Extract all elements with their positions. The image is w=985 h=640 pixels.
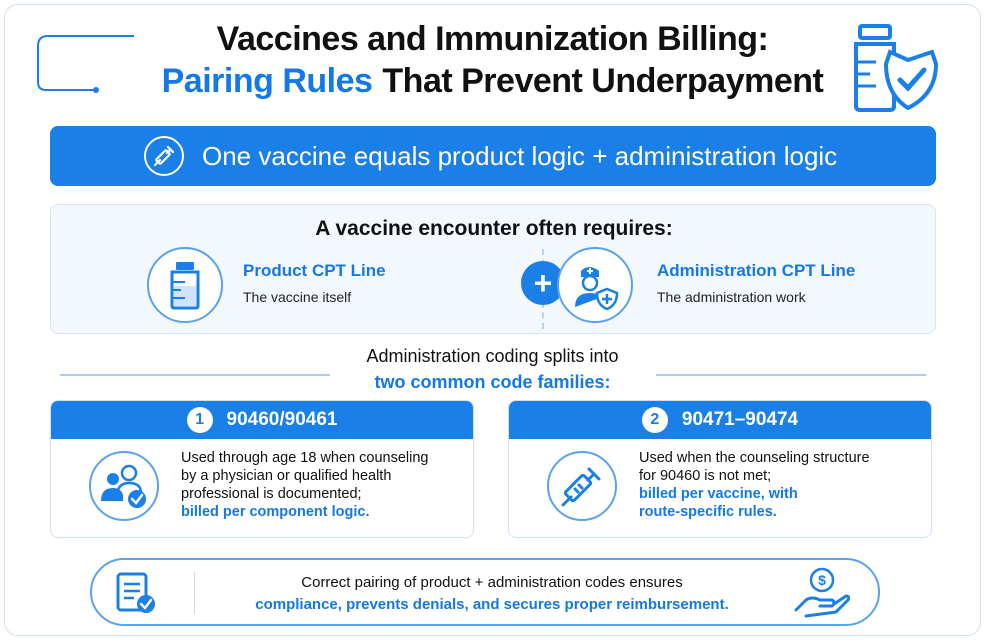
- plus-icon: +: [521, 261, 565, 305]
- card-line: by a physician or qualified health: [181, 468, 392, 484]
- syringe-icon: [547, 451, 617, 521]
- split-subheading: two common code families:: [374, 372, 611, 392]
- summary-footer: [90, 558, 880, 626]
- code-family-card-1: [50, 400, 474, 538]
- document-check-icon: [112, 570, 158, 616]
- code-family-card-2: [508, 400, 932, 538]
- people-check-icon: [89, 451, 159, 521]
- card-line: professional is documented;: [181, 486, 362, 502]
- key-message-banner: [50, 126, 936, 186]
- syringe-icon: [144, 136, 184, 176]
- vial-icon: [147, 247, 223, 323]
- card-emphasis: billed per component logic.: [181, 504, 370, 520]
- footer-line-2: compliance, prevents denials, and secures proper reimbursement.: [255, 596, 729, 613]
- svg-text:$: $: [818, 572, 826, 588]
- card-emphasis: billed per vaccine, with: [639, 486, 798, 502]
- footer-line-1: Correct pairing of product + administration codes ensures: [301, 574, 683, 591]
- encounter-panel: [50, 204, 936, 334]
- card-code: 90460/90461: [226, 409, 338, 430]
- administration-cpt-sub: The administration work: [657, 289, 806, 305]
- page-subtitle: [0, 62, 985, 101]
- card-number: 1: [187, 407, 213, 433]
- card-emphasis: route-specific rules.: [639, 504, 777, 520]
- product-cpt-label: Product CPT Line: [243, 261, 386, 280]
- footer-divider: [194, 572, 195, 614]
- card-header: [509, 401, 931, 439]
- vial-shield-icon: [846, 22, 942, 114]
- nurse-shield-icon: [557, 247, 633, 323]
- subtitle-highlight: Pairing Rules: [161, 62, 373, 100]
- card-line: for 90460 is not met;: [639, 468, 772, 484]
- card-line: Used when the counseling structure: [639, 450, 870, 466]
- card-body: [181, 449, 466, 521]
- product-cpt-sub: The vaccine itself: [243, 289, 352, 305]
- banner-text: One vaccine equals product logic + administration logic: [202, 140, 838, 171]
- card-number: 2: [642, 407, 668, 433]
- card-header: [51, 401, 473, 439]
- hand-coin-icon: [792, 566, 852, 622]
- subtitle-rest: That Prevent Underpayment: [382, 62, 824, 100]
- encounter-heading: A vaccine encounter often requires:: [315, 217, 673, 240]
- card-code: 90471–90474: [681, 409, 799, 430]
- card-body: [639, 449, 924, 521]
- card-line: Used through age 18 when counseling: [181, 450, 429, 466]
- split-heading: Administration coding splits into: [366, 346, 619, 366]
- page-title: Vaccines and Immunization Billing:: [216, 20, 769, 58]
- administration-cpt-label: Administration CPT Line: [657, 261, 856, 280]
